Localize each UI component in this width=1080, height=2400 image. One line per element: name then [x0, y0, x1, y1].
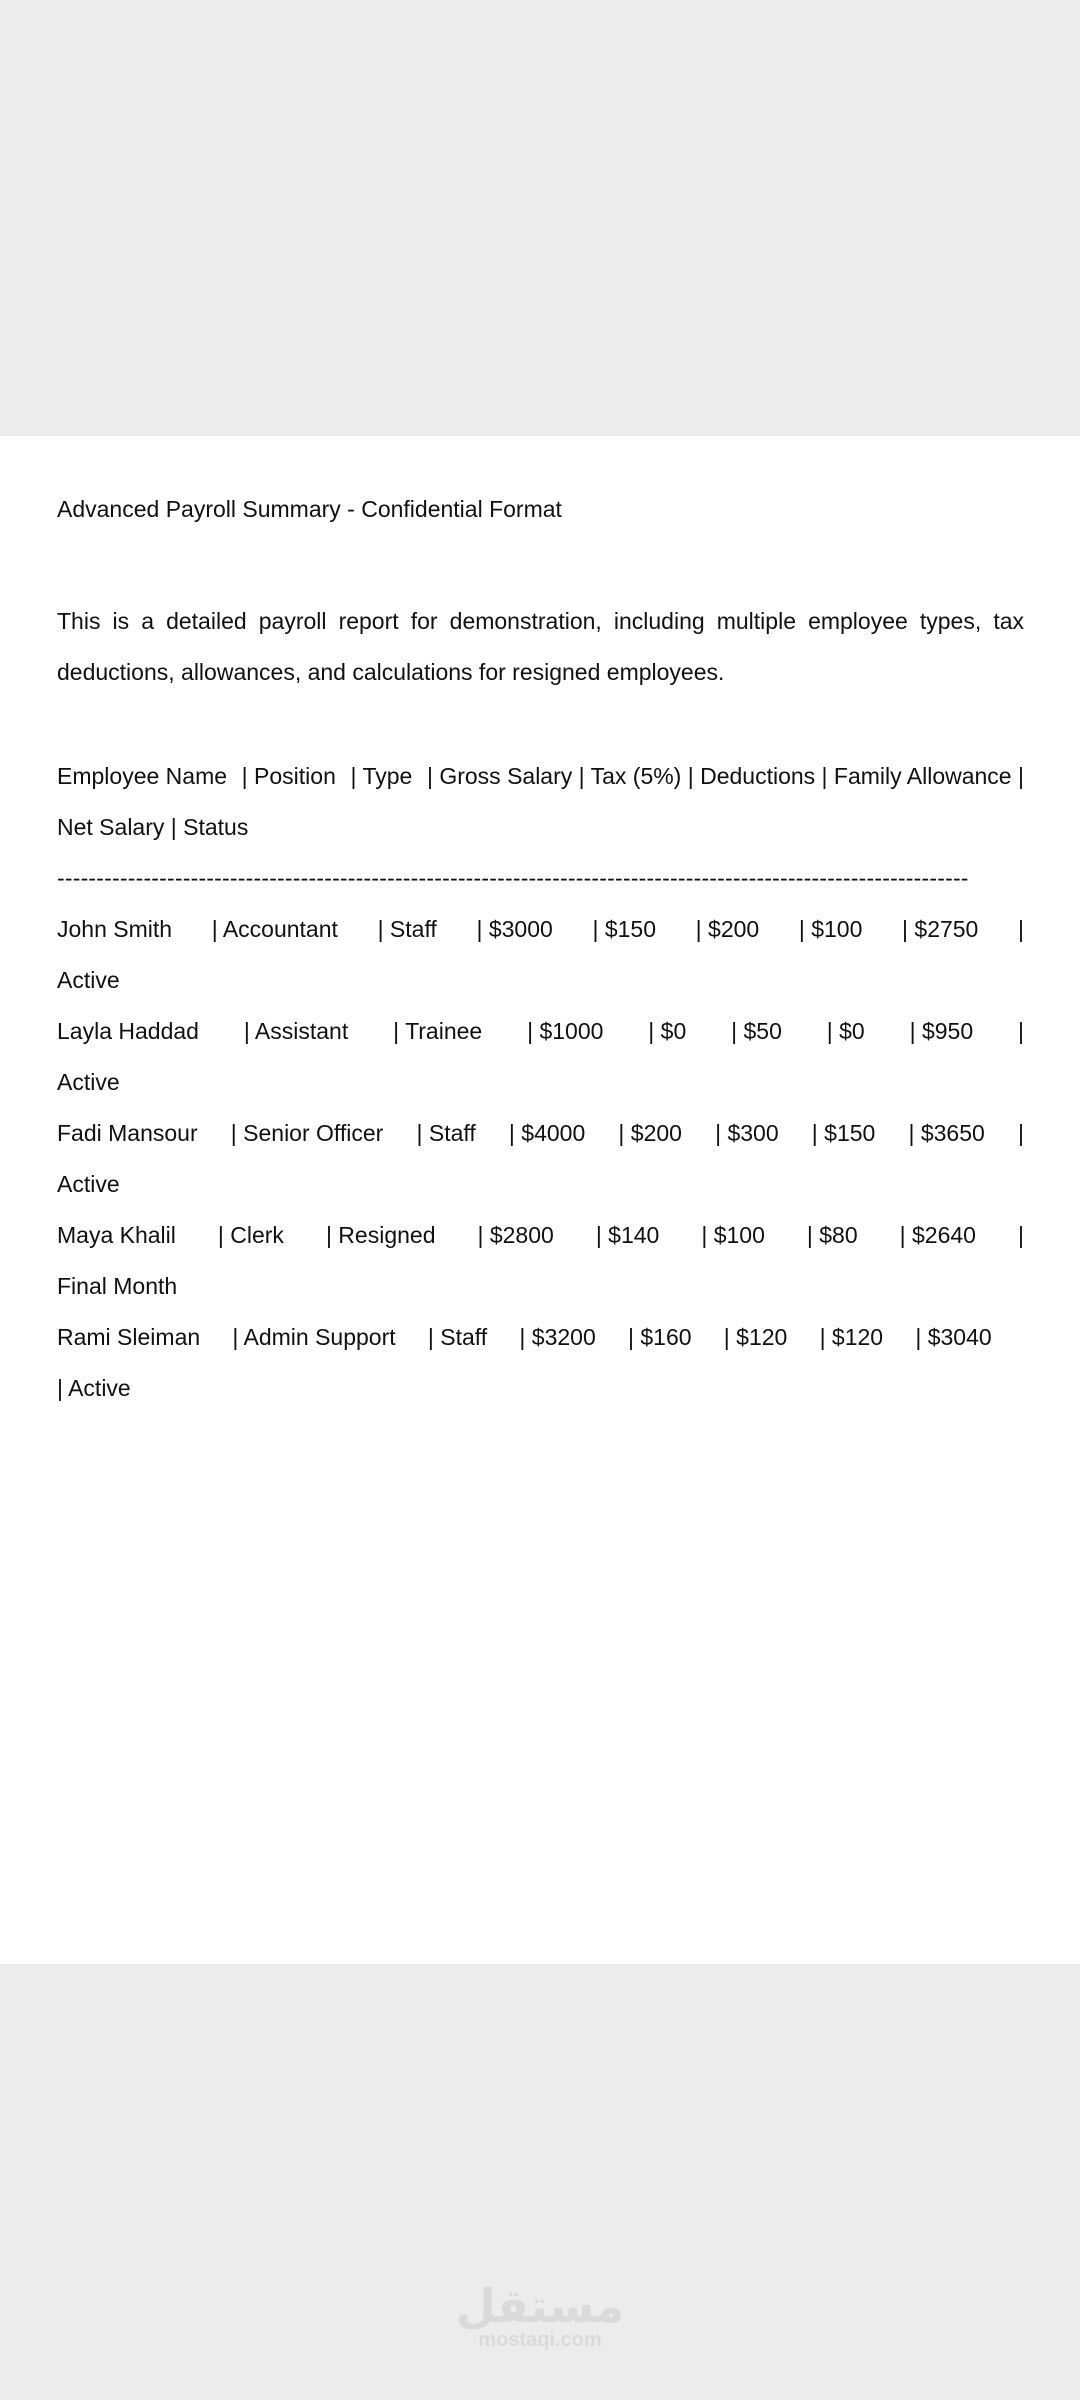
- cell-tax: | $150: [592, 916, 656, 942]
- cell-gross-salary: | $2800: [477, 1222, 554, 1248]
- cell-employee-name: Maya Khalil: [57, 1222, 176, 1248]
- cell-status: Active: [57, 967, 120, 993]
- cell-tax: | $200: [618, 1120, 682, 1146]
- cell-family-allowance: | $120: [819, 1324, 884, 1350]
- header-position: | Position: [241, 763, 336, 789]
- cell-family-allowance: | $80: [806, 1222, 858, 1248]
- document-page: [0, 436, 1080, 1964]
- table-header-line2: Net Salary | Status: [57, 814, 249, 840]
- cell-employee-name: Rami Sleiman: [57, 1324, 201, 1350]
- cell-position: | Admin Support: [232, 1324, 396, 1350]
- cell-tax: | $0: [648, 1018, 687, 1044]
- cell-employee-name: Layla Haddad: [57, 1018, 199, 1044]
- table-header-line1: [57, 751, 1024, 802]
- cell-family-allowance: | $0: [826, 1018, 865, 1044]
- cell-net-salary: | $2750: [902, 916, 979, 942]
- cell-deductions: | $300: [715, 1120, 779, 1146]
- table-rows: [57, 904, 1024, 1414]
- cell-status: Final Month: [57, 1273, 178, 1299]
- cell-net-salary: | $3040: [915, 1324, 992, 1350]
- cell-deductions: | $50: [731, 1018, 782, 1044]
- cell-family-allowance: | $100: [798, 916, 863, 942]
- table-row: [57, 1312, 1024, 1363]
- watermark-arabic: مستقل: [455, 2279, 625, 2333]
- cell-position: | Senior Officer: [230, 1120, 384, 1146]
- cell-trailing-pipe: |: [1018, 916, 1024, 942]
- cell-status: Active: [57, 1069, 120, 1095]
- cell-trailing-pipe: |: [1017, 1120, 1024, 1146]
- cell-trailing-pipe: |: [1017, 1018, 1024, 1044]
- table-row: [57, 904, 1024, 955]
- cell-deductions: | $100: [701, 1222, 765, 1248]
- header-type: | Type: [350, 763, 413, 789]
- cell-position: | Clerk: [217, 1222, 284, 1248]
- cell-deductions: | $200: [695, 916, 760, 942]
- cell-tax: | $140: [595, 1222, 660, 1248]
- cell-position: | Accountant: [211, 916, 338, 942]
- cell-type: | Resigned: [325, 1222, 436, 1248]
- table-row: [57, 1006, 1024, 1057]
- cell-gross-salary: | $3200: [519, 1324, 596, 1350]
- payroll-table: [57, 751, 1024, 1414]
- cell-trailing-pipe: |: [1017, 1222, 1024, 1248]
- header-employee-name: Employee Name: [57, 763, 228, 789]
- cell-net-salary: | $2640: [899, 1222, 976, 1248]
- cell-type: | Staff: [416, 1120, 476, 1146]
- header-rest: | Gross Salary | Tax (5%) | Deductions | Family Allowance |: [426, 763, 1024, 789]
- cell-gross-salary: | $1000: [527, 1018, 604, 1044]
- intro-paragraph: This is a detailed payroll report for demonstration, including multiple employee types, tax deductions, allowances, and calculations for resigned employees.: [57, 608, 1024, 685]
- cell-family-allowance: | $150: [811, 1120, 876, 1146]
- cell-net-salary: | $3650: [908, 1120, 985, 1146]
- document-title: Advanced Payroll Summary - Confidential Format: [57, 496, 562, 522]
- table-row: [57, 1210, 1024, 1261]
- cell-net-salary: | $950: [909, 1018, 974, 1044]
- cell-type: | Trainee: [393, 1018, 483, 1044]
- cell-gross-salary: | $4000: [508, 1120, 586, 1146]
- cell-tax: | $160: [628, 1324, 692, 1350]
- watermark-logo: [0, 2279, 1080, 2351]
- table-row: [57, 1108, 1024, 1159]
- cell-deductions: | $120: [723, 1324, 788, 1350]
- top-gray-band: [0, 0, 1080, 436]
- watermark-latin: mostaqi.com: [478, 2329, 602, 2351]
- cell-gross-salary: | $3000: [476, 916, 553, 942]
- cell-type: | Staff: [427, 1324, 488, 1350]
- cell-position: | Assistant: [243, 1018, 349, 1044]
- cell-status: Active: [57, 1171, 120, 1197]
- cell-type: | Staff: [377, 916, 437, 942]
- cell-status: | Active: [57, 1375, 131, 1401]
- cell-employee-name: Fadi Mansour: [57, 1120, 198, 1146]
- cell-employee-name: John Smith: [57, 916, 173, 942]
- table-separator: --------------------------------------------------------------------------------------------------------------------: [57, 865, 969, 891]
